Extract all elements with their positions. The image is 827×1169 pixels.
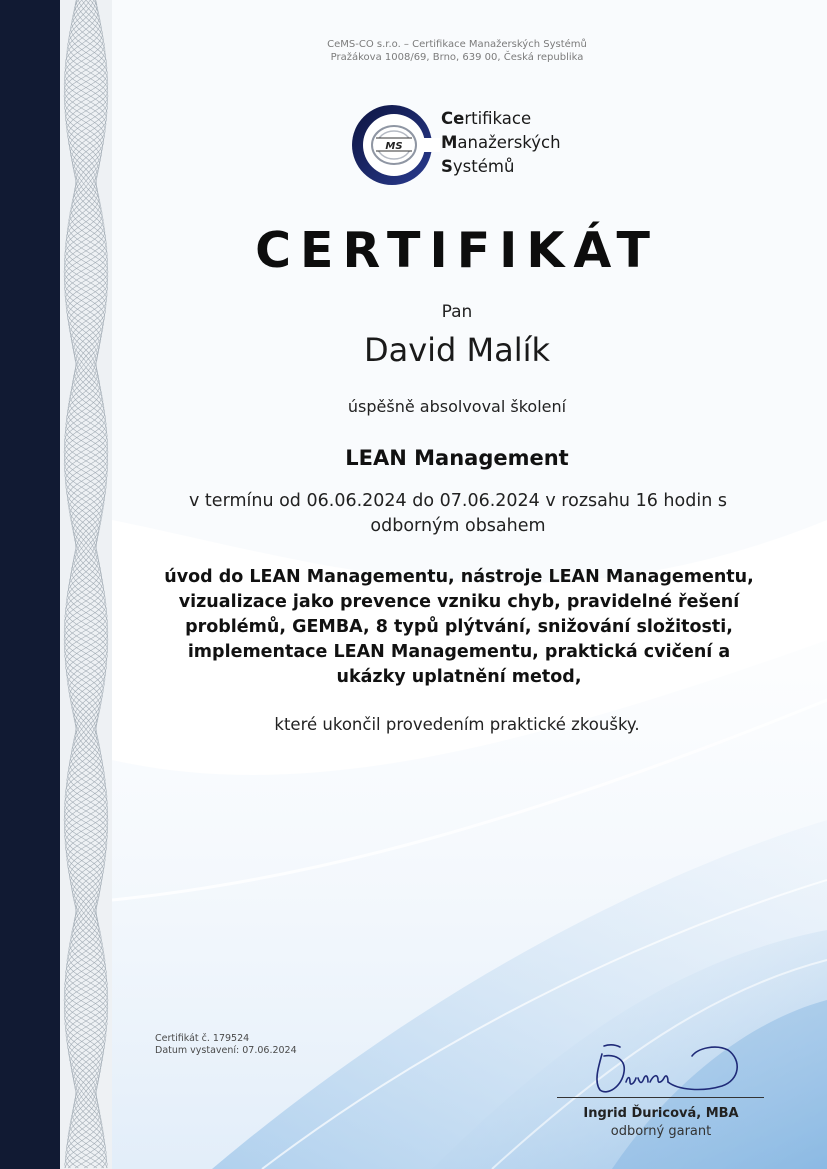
signer-name: Ingrid Ďuricová, MBA [583, 1106, 739, 1121]
certificate-meta [155, 1033, 297, 1057]
issuer-header [112, 38, 802, 64]
handwritten-signature [582, 1038, 762, 1098]
completion-statement: úspěšně absolvoval školení [347, 397, 567, 416]
certificate-title: CERTIFIKÁT [255, 222, 659, 279]
course-content: úvod do LEAN Managementu, nástroje LEAN Managementu, vizualizace jako prevence vzniku chyb, pravidelné řešení problémů, GEMBA, 8 typů plýtvání, snižování složitosti, implementace LEAN Managementu, praktická cvičení a ukázky uplatnění metod, [164, 567, 754, 687]
guilloche-band [60, 0, 112, 1169]
course-term: v termínu od 06.06.2024 do 07.06.2024 v rozsahu 16 hodin s odborným obsahem [189, 491, 727, 536]
signature-line [557, 1097, 764, 1098]
issuer-address: Pražákova 1008/69, Brno, 639 00, Česká republika [330, 52, 584, 63]
emblem-text: MS [385, 141, 403, 152]
recipient-name: David Malík [363, 331, 551, 369]
issue-date: Datum vystavení: 07.06.2024 [155, 1045, 297, 1056]
logo-wordmark: Certifikace Manažerských Systémů [441, 109, 561, 176]
cms-emblem-icon [348, 100, 440, 190]
signer-role: odborný garant [610, 1124, 712, 1139]
issuer-name: CeMS-CO s.r.o. – Certifikace Manažerských Systémů [327, 39, 587, 50]
certificate-number: Certifikát č. 179524 [155, 1033, 250, 1044]
course-name: LEAN Management [345, 446, 569, 470]
closing-statement: které ukončil provedením praktické zkoušky. [274, 715, 640, 734]
left-dark-band [0, 0, 60, 1169]
salutation: Pan [441, 302, 473, 322]
company-logo [348, 100, 578, 190]
